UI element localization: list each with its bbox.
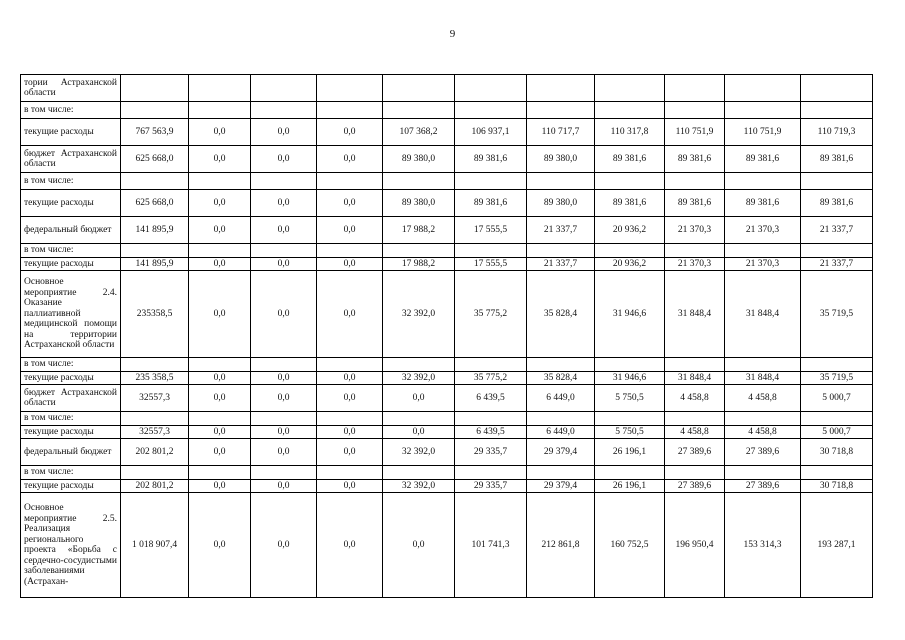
- value-cell: 89 381,6: [665, 146, 725, 173]
- table-row: [21, 358, 873, 372]
- table-row: [21, 244, 873, 258]
- value-cell: 29 379,4: [527, 439, 595, 466]
- value-cell: 0,0: [383, 425, 455, 439]
- value-cell: 0,0: [317, 190, 383, 217]
- value-cell: 193 287,1: [801, 493, 873, 598]
- value-cell: [121, 244, 189, 258]
- table-row: [21, 190, 873, 217]
- value-cell: [725, 75, 801, 102]
- table-row: [21, 102, 873, 119]
- value-cell: 0,0: [383, 385, 455, 412]
- row-label: текущие расходы: [21, 119, 121, 146]
- table-row: [21, 257, 873, 271]
- value-cell: 0,0: [251, 190, 317, 217]
- value-cell: 4 458,8: [665, 385, 725, 412]
- value-cell: [595, 358, 665, 372]
- value-cell: 4 458,8: [725, 385, 801, 412]
- value-cell: 32557,3: [121, 385, 189, 412]
- value-cell: 767 563,9: [121, 119, 189, 146]
- value-cell: 212 861,8: [527, 493, 595, 598]
- value-cell: 21 370,3: [725, 257, 801, 271]
- value-cell: 235 358,5: [121, 371, 189, 385]
- value-cell: [383, 358, 455, 372]
- value-cell: 5 750,5: [595, 425, 665, 439]
- value-cell: 35 775,2: [455, 371, 527, 385]
- value-cell: [189, 358, 251, 372]
- page-number: 9: [449, 28, 456, 40]
- value-cell: 625 668,0: [121, 146, 189, 173]
- value-cell: 0,0: [317, 217, 383, 244]
- row-label: в том числе:: [21, 244, 121, 258]
- value-cell: [455, 173, 527, 190]
- value-cell: 0,0: [251, 479, 317, 493]
- value-cell: 27 389,6: [665, 439, 725, 466]
- row-label: в том числе:: [21, 173, 121, 190]
- value-cell: [801, 173, 873, 190]
- value-cell: 0,0: [251, 271, 317, 358]
- table-row: [21, 217, 873, 244]
- value-cell: 110 719,3: [801, 119, 873, 146]
- value-cell: 26 196,1: [595, 439, 665, 466]
- value-cell: 21 337,7: [527, 257, 595, 271]
- table-row: [21, 439, 873, 466]
- value-cell: 0,0: [251, 425, 317, 439]
- row-label: в том числе:: [21, 466, 121, 480]
- value-cell: 0,0: [317, 385, 383, 412]
- value-cell: 110 717,7: [527, 119, 595, 146]
- value-cell: [317, 358, 383, 372]
- value-cell: 17 988,2: [383, 217, 455, 244]
- value-cell: [455, 102, 527, 119]
- value-cell: [317, 244, 383, 258]
- value-cell: 5 750,5: [595, 385, 665, 412]
- value-cell: 89 380,0: [527, 190, 595, 217]
- value-cell: [317, 102, 383, 119]
- value-cell: [725, 358, 801, 372]
- value-cell: [665, 75, 725, 102]
- value-cell: 89 381,6: [595, 146, 665, 173]
- value-cell: 0,0: [251, 217, 317, 244]
- value-cell: 0,0: [189, 146, 251, 173]
- row-label: текущие расходы: [21, 479, 121, 493]
- value-cell: 29 379,4: [527, 479, 595, 493]
- table-row: [21, 425, 873, 439]
- value-cell: 35 828,4: [527, 371, 595, 385]
- value-cell: 31 848,4: [725, 371, 801, 385]
- value-cell: 202 801,2: [121, 439, 189, 466]
- row-label: тории Астраханской области: [21, 75, 121, 102]
- value-cell: [189, 412, 251, 426]
- value-cell: 30 718,8: [801, 479, 873, 493]
- value-cell: 0,0: [189, 371, 251, 385]
- value-cell: [189, 466, 251, 480]
- value-cell: 31 848,4: [665, 371, 725, 385]
- value-cell: [189, 173, 251, 190]
- value-cell: [595, 466, 665, 480]
- table-row: [21, 75, 873, 102]
- row-label: текущие расходы: [21, 257, 121, 271]
- value-cell: [665, 173, 725, 190]
- value-cell: [455, 244, 527, 258]
- row-label: Основное мероприятие 2.4. Оказание паллиативной медицинской помощи на территории Астраханской области: [21, 271, 121, 358]
- value-cell: 35 719,5: [801, 371, 873, 385]
- value-cell: [527, 466, 595, 480]
- value-cell: 89 381,6: [801, 190, 873, 217]
- value-cell: [665, 358, 725, 372]
- value-cell: 32 392,0: [383, 439, 455, 466]
- value-cell: 89 381,6: [595, 190, 665, 217]
- value-cell: 6 449,0: [527, 425, 595, 439]
- value-cell: [383, 173, 455, 190]
- value-cell: 32 392,0: [383, 479, 455, 493]
- value-cell: [383, 75, 455, 102]
- value-cell: 26 196,1: [595, 479, 665, 493]
- value-cell: 32 392,0: [383, 271, 455, 358]
- value-cell: [251, 173, 317, 190]
- value-cell: 0,0: [189, 119, 251, 146]
- value-cell: 160 752,5: [595, 493, 665, 598]
- row-label: в том числе:: [21, 358, 121, 372]
- row-label: в том числе:: [21, 412, 121, 426]
- value-cell: 31 946,6: [595, 371, 665, 385]
- value-cell: 4 458,8: [725, 425, 801, 439]
- value-cell: [317, 466, 383, 480]
- table-row: [21, 493, 873, 598]
- value-cell: [527, 412, 595, 426]
- value-cell: 35 775,2: [455, 271, 527, 358]
- value-cell: [725, 244, 801, 258]
- value-cell: 101 741,3: [455, 493, 527, 598]
- value-cell: 29 335,7: [455, 439, 527, 466]
- value-cell: 0,0: [251, 119, 317, 146]
- table-row: [21, 385, 873, 412]
- value-cell: 235358,5: [121, 271, 189, 358]
- row-label: федеральный бюджет: [21, 439, 121, 466]
- value-cell: 89 381,6: [725, 146, 801, 173]
- value-cell: 27 389,6: [665, 479, 725, 493]
- value-cell: [665, 102, 725, 119]
- value-cell: 0,0: [189, 217, 251, 244]
- value-cell: [251, 466, 317, 480]
- budget-table: [20, 74, 873, 598]
- table-row: [21, 271, 873, 358]
- value-cell: 89 381,6: [455, 190, 527, 217]
- value-cell: [595, 173, 665, 190]
- value-cell: 110 317,8: [595, 119, 665, 146]
- value-cell: 89 380,0: [527, 146, 595, 173]
- value-cell: [121, 466, 189, 480]
- value-cell: 32 392,0: [383, 371, 455, 385]
- value-cell: 0,0: [317, 146, 383, 173]
- value-cell: [527, 173, 595, 190]
- value-cell: 110 751,9: [665, 119, 725, 146]
- value-cell: 89 381,6: [455, 146, 527, 173]
- value-cell: 110 751,9: [725, 119, 801, 146]
- value-cell: [801, 358, 873, 372]
- value-cell: [121, 75, 189, 102]
- value-cell: 21 337,7: [527, 217, 595, 244]
- value-cell: 0,0: [189, 190, 251, 217]
- value-cell: [725, 466, 801, 480]
- value-cell: 5 000,7: [801, 385, 873, 412]
- row-label: текущие расходы: [21, 425, 121, 439]
- value-cell: [121, 173, 189, 190]
- value-cell: 21 370,3: [725, 217, 801, 244]
- value-cell: [801, 466, 873, 480]
- row-label: в том числе:: [21, 102, 121, 119]
- value-cell: 202 801,2: [121, 479, 189, 493]
- value-cell: 31 946,6: [595, 271, 665, 358]
- row-label: федеральный бюджет: [21, 217, 121, 244]
- value-cell: 89 381,6: [725, 190, 801, 217]
- value-cell: 27 389,6: [725, 479, 801, 493]
- value-cell: 31 848,4: [665, 271, 725, 358]
- value-cell: 20 936,2: [595, 257, 665, 271]
- value-cell: [527, 244, 595, 258]
- value-cell: 6 439,5: [455, 385, 527, 412]
- value-cell: 0,0: [189, 257, 251, 271]
- value-cell: [383, 102, 455, 119]
- table-row: [21, 146, 873, 173]
- value-cell: [121, 102, 189, 119]
- table-row: [21, 466, 873, 480]
- value-cell: 625 668,0: [121, 190, 189, 217]
- row-label: бюджет Астраханской области: [21, 146, 121, 173]
- value-cell: [665, 244, 725, 258]
- value-cell: 35 719,5: [801, 271, 873, 358]
- value-cell: 0,0: [189, 493, 251, 598]
- value-cell: 196 950,4: [665, 493, 725, 598]
- value-cell: [383, 466, 455, 480]
- value-cell: [595, 102, 665, 119]
- value-cell: [801, 102, 873, 119]
- value-cell: 0,0: [317, 493, 383, 598]
- row-label: текущие расходы: [21, 371, 121, 385]
- value-cell: [251, 102, 317, 119]
- row-label: бюджет Астраханской области: [21, 385, 121, 412]
- value-cell: [317, 412, 383, 426]
- value-cell: 0,0: [251, 257, 317, 271]
- value-cell: 141 895,9: [121, 257, 189, 271]
- value-cell: 0,0: [251, 385, 317, 412]
- value-cell: 4 458,8: [665, 425, 725, 439]
- value-cell: 21 370,3: [665, 257, 725, 271]
- value-cell: [455, 466, 527, 480]
- value-cell: 5 000,7: [801, 425, 873, 439]
- value-cell: [527, 102, 595, 119]
- value-cell: 6 449,0: [527, 385, 595, 412]
- value-cell: 0,0: [317, 371, 383, 385]
- table-row: [21, 479, 873, 493]
- value-cell: [665, 412, 725, 426]
- value-cell: 89 380,0: [383, 190, 455, 217]
- value-cell: [801, 244, 873, 258]
- value-cell: 89 381,6: [801, 146, 873, 173]
- value-cell: 17 555,5: [455, 217, 527, 244]
- value-cell: [251, 358, 317, 372]
- value-cell: 21 337,7: [801, 257, 873, 271]
- value-cell: 0,0: [189, 439, 251, 466]
- value-cell: 29 335,7: [455, 479, 527, 493]
- value-cell: [665, 466, 725, 480]
- value-cell: 89 380,0: [383, 146, 455, 173]
- value-cell: 0,0: [317, 439, 383, 466]
- value-cell: [251, 244, 317, 258]
- value-cell: [383, 244, 455, 258]
- value-cell: 0,0: [189, 425, 251, 439]
- value-cell: 0,0: [317, 479, 383, 493]
- value-cell: [801, 75, 873, 102]
- value-cell: [455, 358, 527, 372]
- value-cell: 0,0: [383, 493, 455, 598]
- value-cell: 21 337,7: [801, 217, 873, 244]
- value-cell: 31 848,4: [725, 271, 801, 358]
- row-label: текущие расходы: [21, 190, 121, 217]
- value-cell: 27 389,6: [725, 439, 801, 466]
- value-cell: 0,0: [251, 439, 317, 466]
- value-cell: 0,0: [317, 257, 383, 271]
- value-cell: 6 439,5: [455, 425, 527, 439]
- value-cell: [527, 75, 595, 102]
- value-cell: 35 828,4: [527, 271, 595, 358]
- value-cell: [725, 173, 801, 190]
- value-cell: 107 368,2: [383, 119, 455, 146]
- value-cell: [189, 102, 251, 119]
- table-row: [21, 412, 873, 426]
- value-cell: 20 936,2: [595, 217, 665, 244]
- value-cell: 17 988,2: [383, 257, 455, 271]
- value-cell: 0,0: [317, 425, 383, 439]
- value-cell: [595, 244, 665, 258]
- value-cell: 89 381,6: [665, 190, 725, 217]
- value-cell: 0,0: [317, 119, 383, 146]
- value-cell: [595, 75, 665, 102]
- value-cell: [595, 412, 665, 426]
- table-row: [21, 173, 873, 190]
- value-cell: 17 555,5: [455, 257, 527, 271]
- value-cell: [189, 244, 251, 258]
- value-cell: 1 018 907,4: [121, 493, 189, 598]
- value-cell: 0,0: [189, 385, 251, 412]
- value-cell: 0,0: [189, 271, 251, 358]
- value-cell: 0,0: [251, 493, 317, 598]
- value-cell: 32557,3: [121, 425, 189, 439]
- value-cell: 141 895,9: [121, 217, 189, 244]
- value-cell: [455, 412, 527, 426]
- value-cell: [725, 412, 801, 426]
- value-cell: [527, 358, 595, 372]
- value-cell: [251, 412, 317, 426]
- value-cell: 0,0: [189, 479, 251, 493]
- value-cell: [801, 412, 873, 426]
- value-cell: 0,0: [251, 371, 317, 385]
- value-cell: 153 314,3: [725, 493, 801, 598]
- table-body: [21, 75, 873, 598]
- value-cell: [317, 75, 383, 102]
- value-cell: [383, 412, 455, 426]
- value-cell: 30 718,8: [801, 439, 873, 466]
- value-cell: [251, 75, 317, 102]
- value-cell: [725, 102, 801, 119]
- row-label: Основное мероприятие 2.5. Реализация регионального проекта «Борьба с сердечно-сосудистыми заболеваниями (Астрахан-: [21, 493, 121, 598]
- table-row: [21, 119, 873, 146]
- value-cell: [455, 75, 527, 102]
- table-row: [21, 371, 873, 385]
- value-cell: 106 937,1: [455, 119, 527, 146]
- value-cell: [121, 358, 189, 372]
- value-cell: [317, 173, 383, 190]
- value-cell: 21 370,3: [665, 217, 725, 244]
- value-cell: 0,0: [251, 146, 317, 173]
- value-cell: 0,0: [317, 271, 383, 358]
- value-cell: [121, 412, 189, 426]
- value-cell: [189, 75, 251, 102]
